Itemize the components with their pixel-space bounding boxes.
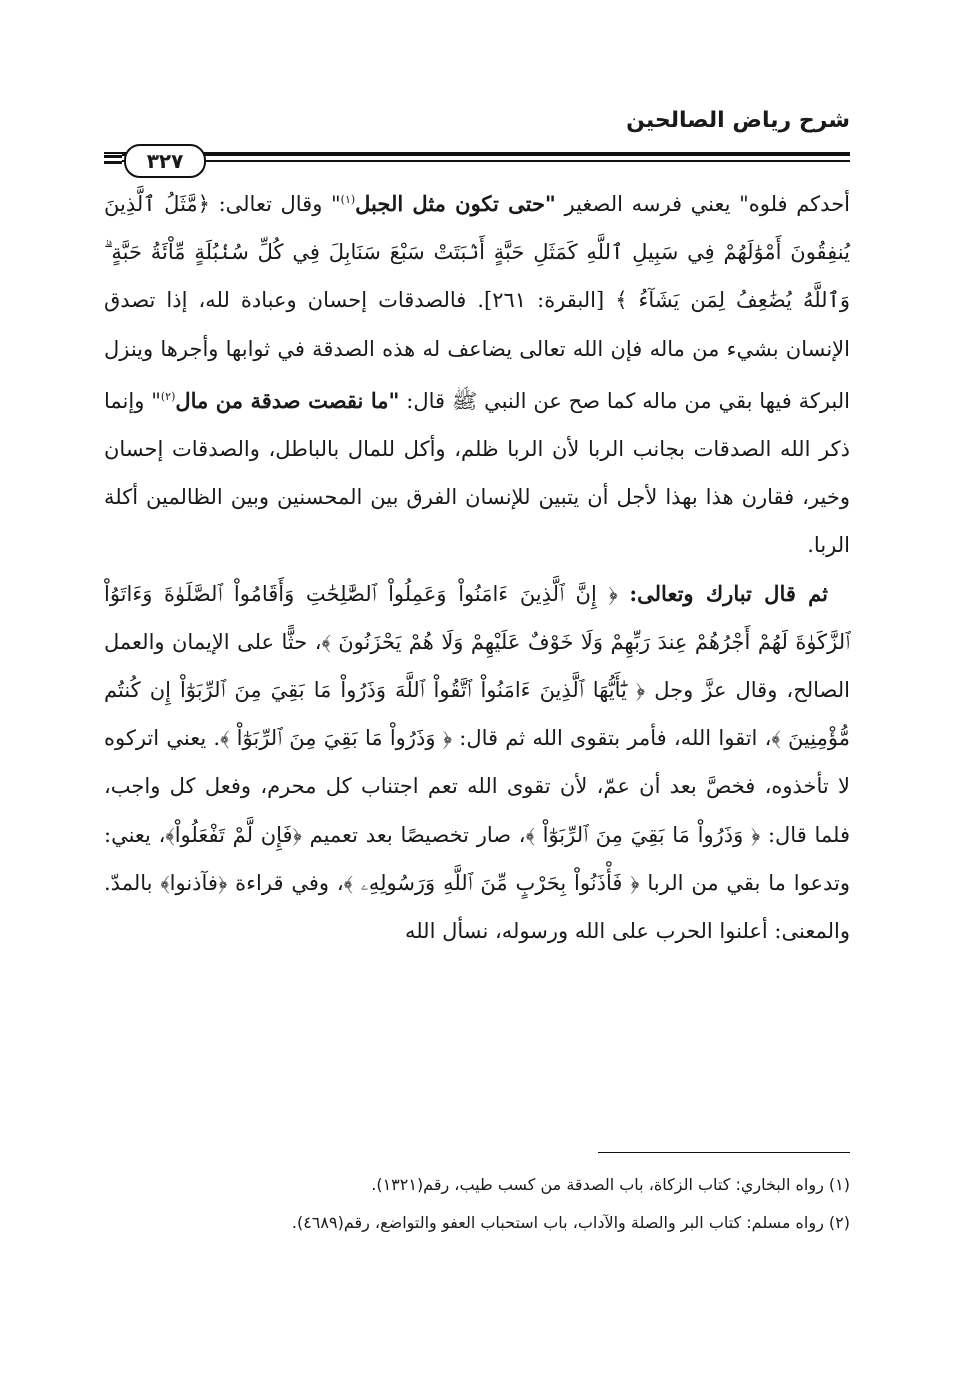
text-run: بالمدّ. والمعنى: أعلنوا الحرب على الله ورسوله، نسأل الله <box>104 870 850 944</box>
paragraph-1 <box>104 176 850 570</box>
footnote-ref-1: (١) <box>340 193 356 206</box>
lead-in: ثم قال تبارك وتعالى: <box>629 580 828 606</box>
footnote-1: (١) رواه البخاري: كتاب الزكاة، باب الصدقة من كسب طيب، رقم(١٣٢١). <box>371 1175 850 1194</box>
running-header-title: شرح رياض الصالحين <box>626 108 850 133</box>
text-run: [البقرة: ٢٦١]. فالصدقات إحسان وعبادة لله، إذا تصدق الإنسان بشيء من ماله فإن الله تعالى يضاعف له هذه الصدقة في ثوابها وأجرها وينزل البركة فيها بقي من ماله كما صح عن النبي ﷺ قال: <box>104 288 850 413</box>
text-run: ، يعني: وتدعوا ما بقي من الربا <box>104 822 850 895</box>
quran-verse: ﴿ فَأْذَنُواْ بِحَرْبٍ مِّنَ ٱللَّهِ وَرَسُولِهِۦ ﴾ <box>343 870 640 895</box>
footnotes <box>104 1166 850 1242</box>
text-run: ، حثًّا على الإيمان والعمل الصالح، وقال عزَّ وجل <box>104 629 850 703</box>
hadith-quote: "ما نقصت صدقة من مال <box>175 387 400 413</box>
quran-verse: ﴿فآذنوا﴾ <box>160 870 228 895</box>
header-rule <box>104 146 850 172</box>
text-run: أحدكم فلوه" يعني فرسه الصغير <box>555 192 851 216</box>
quran-verse: ﴿ يَٰٓأَيُّهَا ٱلَّذِينَ ءَامَنُواْ ٱتَّقُواْ ٱللَّهَ وَذَرُواْ مَا بَقِيَ مِنَ ٱلرِّبَوٰٓاْ إِن كُنتُم مُّؤْمِنِينَ ﴾ <box>104 678 850 751</box>
page-number-ornament <box>104 154 122 164</box>
quran-verse: ﴿فَإِن لَّمْ تَفْعَلُواْ﴾ <box>165 822 302 847</box>
paragraph-2 <box>104 570 850 956</box>
footnote-ref-2: (٢) <box>160 389 176 403</box>
text-run: ، صار تخصيصًا بعد تعميم <box>301 822 526 847</box>
text-run: ، اتقوا الله، فأمر بتقوى الله ثم قال: <box>452 726 772 751</box>
page-number: ٣٢٧ <box>124 144 206 178</box>
text-run: . يعني اتركوه لا تأخذوه، فخصَّ بعد أن عمّ، لأن تقوى الله تعم اجتناب كل محرم، وفعل كل واجب، فلما قال: <box>104 726 850 847</box>
header-rule-thin-line <box>104 160 850 162</box>
quran-verse: ﴿ وَذَرُواْ مَا بَقِيَ مِنَ ٱلرِّبَوٰٓاْ ﴾ <box>220 726 453 751</box>
text-run: " وإنما ذكر الله الصدقات بجانب الربا لأن الربا ظلم، وأكل للمال بالباطل، والصدقات إحسان وخير، فقارن هذا بهذا لأجل أن يتبين للإنسان الفرق بين المحسنين وبين الظالمين أكلة الربا. <box>104 388 850 558</box>
main-text <box>104 176 850 955</box>
text-run: ، وفي قراءة <box>227 870 344 895</box>
quran-verse: ﴿مَّثَلُ ٱلَّذِينَ يُنفِقُونَ أَمْوَٰلَهُمْ فِي سَبِيلِ ٱللَّهِ كَمَثَلِ حَبَّةٍ أَنۢبَتَتْ سَبْعَ سَنَابِلَ فِي كُلِّ سُنۢبُلَةٍ مِّاْئَةُ حَبَّةٍ ۗ وَٱللَّهُ يُضَٰعِفُ لِمَن يَشَآءُ ﴾ <box>104 192 851 313</box>
footnote-separator <box>598 1152 850 1153</box>
header-rule-thick-line <box>104 152 850 156</box>
footnote-2: (٢) رواه مسلم: كتاب البر والصلة والآداب، باب استحباب العفو والتواضع، رقم(٤٦٨٩). <box>291 1213 850 1232</box>
quran-verse: ﴿ إِنَّ ٱلَّذِينَ ءَامَنُواْ وَعَمِلُواْ ٱلصَّٰلِحَٰتِ وَأَقَامُواْ ٱلصَّلَوٰةَ وَءَاتَوُاْ ٱلزَّكَوٰةَ لَهُمْ أَجْرُهُمْ عِندَ رَبِّهِمْ وَلَا خَوْفٌ عَلَيْهِمْ وَلَا هُمْ يَحْزَنُونَ ﴾ <box>104 581 850 654</box>
hadith-quote: "حتى تكون مثل الجبل <box>355 191 556 216</box>
quran-verse: ﴿ وَذَرُواْ مَا بَقِيَ مِنَ ٱلرِّبَوٰٓاْ ﴾ <box>525 822 761 847</box>
text-run: " وقال تعالى: <box>209 192 341 216</box>
